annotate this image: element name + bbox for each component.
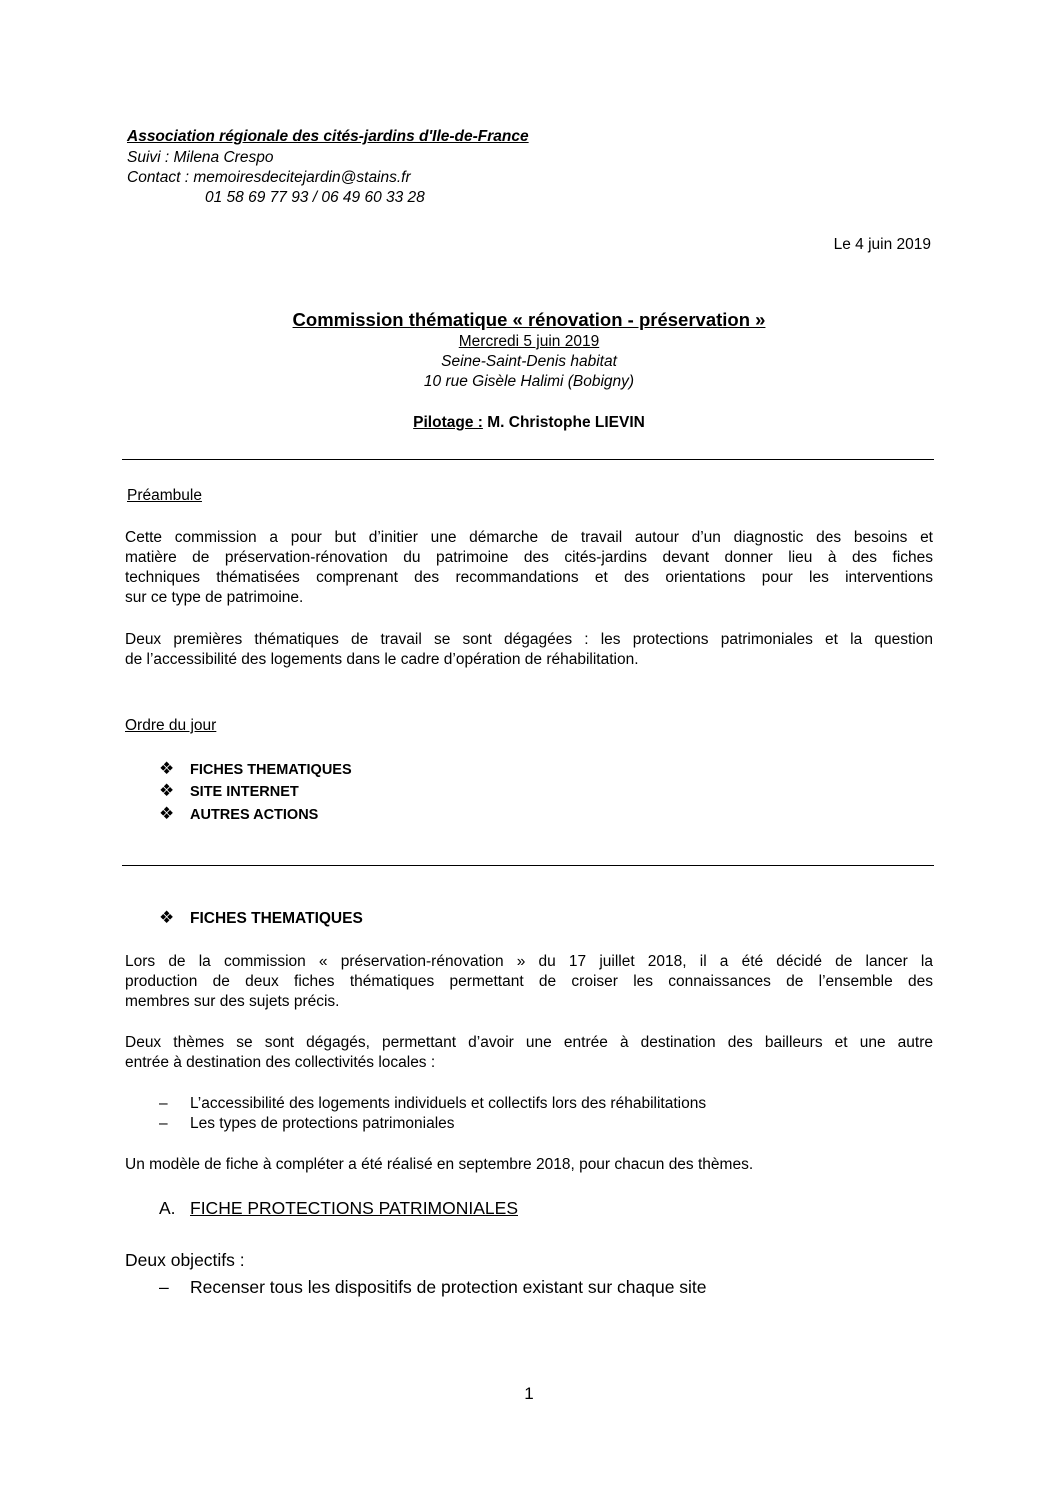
text-line: Cette commission a pour but d’initier une démarche de travail autour d’un diagnostic des besoins et xyxy=(125,529,933,546)
fiches-paragraph-2 xyxy=(125,1033,933,1073)
text-line: production de deux fiches thématiques permettant de croiser les connaissances de l’ensemble des xyxy=(125,973,933,990)
fiches-heading: FICHES THEMATIQUES xyxy=(190,910,363,927)
text-line: techniques thématisées comprenant des recommandations et des orientations pour les interventions xyxy=(125,569,933,586)
text-line: Deux premières thématiques de travail se sont dégagées : les protections patrimoniales et la question xyxy=(125,631,933,648)
organization-name: Association régionale des cités-jardins d'Ile-de-France xyxy=(127,128,529,145)
objective-item: Recenser tous les dispositifs de protection existant sur chaque site xyxy=(190,1277,707,1297)
section-a-title: FICHE PROTECTIONS PATRIMONIALES xyxy=(190,1198,518,1218)
meeting-title: Commission thématique « rénovation - préservation » xyxy=(292,309,766,330)
pilotage-line xyxy=(0,414,1058,432)
preambule-heading: Préambule xyxy=(127,487,202,504)
agenda-heading: Ordre du jour xyxy=(125,717,217,734)
dash-bullet-icon: – xyxy=(159,1277,169,1297)
text-line: entrée à destination des collectivités locales : xyxy=(125,1054,436,1071)
text-line: membres sur des sujets précis. xyxy=(125,993,340,1010)
text-line: matière de préservation-rénovation du patrimoine des cités-jardins devant donner lieu à des fiches xyxy=(125,549,933,566)
diamond-bullet-icon: ❖ xyxy=(159,804,175,823)
theme-item: Les types de protections patrimoniales xyxy=(190,1115,455,1132)
divider-top xyxy=(122,459,934,460)
pilotage-label: Pilotage : xyxy=(413,414,483,431)
page-number: 1 xyxy=(524,1384,534,1403)
dash-bullet-icon: – xyxy=(159,1115,168,1132)
agenda-item: FICHES THEMATIQUES xyxy=(190,762,352,778)
phone-numbers: 01 58 69 77 93 / 06 49 60 33 28 xyxy=(205,189,425,206)
diamond-bullet-icon: ❖ xyxy=(159,781,175,800)
meeting-address: 10 rue Gisèle Halimi (Bobigny) xyxy=(423,373,635,390)
text-line: sur ce type de patrimoine. xyxy=(125,589,304,606)
agenda-item: AUTRES ACTIONS xyxy=(190,807,319,823)
fiches-paragraph-3: Un modèle de fiche à compléter a été réalisé en septembre 2018, pour chacun des thèmes. xyxy=(125,1156,754,1173)
section-a-letter: A. xyxy=(159,1198,176,1218)
agenda-item: SITE INTERNET xyxy=(190,784,299,800)
text-line: de l’accessibilité des logements dans le cadre d’opération de réhabilitation. xyxy=(125,651,639,668)
text-line: Lors de la commission « préservation-rénovation » du 17 juillet 2018, il a été décidé de lancer la xyxy=(125,953,933,970)
dash-bullet-icon: – xyxy=(159,1095,168,1112)
diamond-bullet-icon: ❖ xyxy=(159,759,175,778)
theme-item: L’accessibilité des logements individuels et collectifs lors des réhabilitations xyxy=(190,1095,707,1112)
divider-bottom xyxy=(122,865,934,866)
document-date: Le 4 juin 2019 xyxy=(833,236,931,253)
meeting-host: Seine-Saint-Denis habitat xyxy=(441,353,617,370)
meeting-day: Mercredi 5 juin 2019 xyxy=(458,333,600,350)
objectives-heading: Deux objectifs : xyxy=(125,1250,245,1270)
text-line: Deux thèmes se sont dégagés, permettant d’avoir une entrée à destination des bailleurs et une autre xyxy=(125,1034,933,1051)
pilotage-name: M. Christophe LIEVIN xyxy=(482,414,645,431)
contact-line: Contact : memoiresdecitejardin@stains.fr xyxy=(127,169,411,186)
follow-up-line: Suivi : Milena Crespo xyxy=(127,149,274,166)
preambule-paragraph-1 xyxy=(125,528,933,608)
preambule-paragraph-2 xyxy=(125,630,933,670)
diamond-bullet-icon: ❖ xyxy=(159,908,175,927)
fiches-paragraph-1 xyxy=(125,952,933,1012)
